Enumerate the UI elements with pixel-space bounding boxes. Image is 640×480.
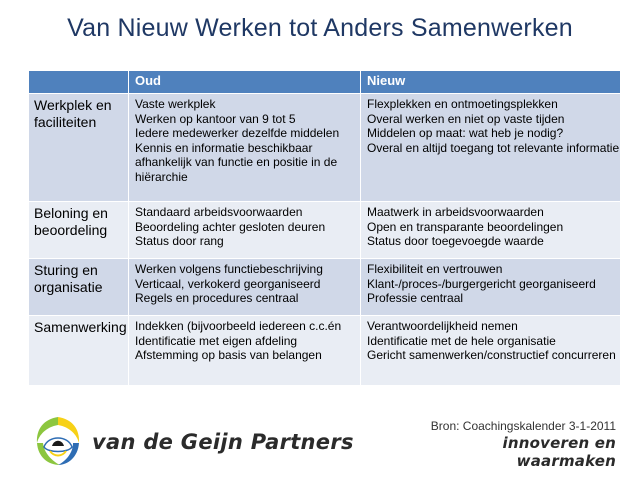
oud-line: Indekken (bijvoorbeeld iedereen c.c.én [135, 319, 342, 333]
nieuw-line: Status door toegevoegde waarde [367, 234, 544, 248]
oud-line: Werken op kantoor van 9 tot 5 [135, 111, 296, 126]
oud-line: Identificatie met eigen afdeling [135, 333, 298, 348]
table-row [29, 316, 621, 386]
oud-line: Standaard arbeidsvoorwaarden [135, 205, 303, 219]
comparison-table [28, 70, 621, 386]
table-header-row [29, 71, 621, 94]
table-row [29, 94, 621, 202]
oud-cell [129, 202, 361, 259]
nieuw-cell [361, 259, 621, 316]
tagline: innoveren en waarmaken [502, 434, 616, 470]
header-empty [29, 71, 129, 94]
oud-line: Iedere medewerker dezelfde middelen [135, 126, 340, 140]
nieuw-line: Flexibiliteit en vertrouwen [367, 262, 503, 276]
oud-line: afhankelijk van functie en positie in de [135, 155, 338, 169]
header-nieuw: Nieuw [361, 71, 621, 94]
oud-line: Status door rang [135, 234, 224, 248]
oud-line: Regels en procedures centraal [135, 291, 299, 305]
eye-swirl-logo-icon [30, 413, 86, 469]
row-category [29, 202, 129, 259]
nieuw-line: Verantwoordelijkheid nemen [367, 319, 518, 333]
oud-cell [129, 94, 361, 202]
oud-line: hiërarchie [135, 169, 188, 184]
nieuw-line: Maatwerk in arbeidsvoorwaarden [367, 205, 544, 219]
category-line: Samenwerking [34, 319, 127, 335]
nieuw-cell [361, 202, 621, 259]
nieuw-line: Professie centraal [367, 291, 464, 305]
header-oud: Oud [129, 71, 361, 94]
oud-line: Verticaal, verkokerd georganiseerd [135, 276, 321, 291]
nieuw-line: Flexplekken en ontmoetingsplekken [367, 97, 558, 111]
category-line: faciliteiten [34, 114, 97, 130]
nieuw-line: Gericht samenwerken/constructief concurreren [367, 348, 616, 362]
table-row [29, 202, 621, 259]
nieuw-line: Identificatie met de hele organisatie [367, 333, 556, 348]
oud-line: Afstemming op basis van belangen [135, 348, 322, 362]
nieuw-line: Klant-/proces-/burgergericht georganiseerd [367, 276, 596, 291]
row-category [29, 94, 129, 202]
oud-line: Werken volgens functiebeschrijving [135, 262, 323, 276]
source-note: Bron: Coachingskalender 3-1-2011 [430, 419, 616, 433]
table-row [29, 259, 621, 316]
nieuw-line: Open en transparante beoordelingen [367, 219, 564, 234]
oud-cell [129, 316, 361, 386]
category-line: Sturing en [34, 262, 98, 278]
category-line: beoordeling [34, 222, 108, 238]
nieuw-cell [361, 94, 621, 202]
logo-wordmark: van de Geijn Partners [92, 430, 354, 454]
oud-line: Kennis en informatie beschikbaar [135, 140, 313, 155]
oud-cell [129, 259, 361, 316]
nieuw-line: Overal werken en niet op vaste tijden [367, 111, 565, 126]
oud-line: Vaste werkplek [135, 97, 216, 111]
category-line: Werkplek en [34, 97, 112, 113]
row-category [29, 316, 129, 386]
category-line: Beloning en [34, 205, 108, 221]
nieuw-line: Middelen op maat: wat heb je nodig? [367, 126, 564, 140]
oud-line: Beoordeling achter gesloten deuren [135, 219, 326, 234]
category-line: organisatie [34, 279, 103, 295]
nieuw-line: Overal en altijd toegang tot relevante informatie [367, 140, 620, 155]
page-title: Van Nieuw Werken tot Anders Samenwerken [67, 14, 573, 42]
nieuw-cell [361, 316, 621, 386]
row-category [29, 259, 129, 316]
